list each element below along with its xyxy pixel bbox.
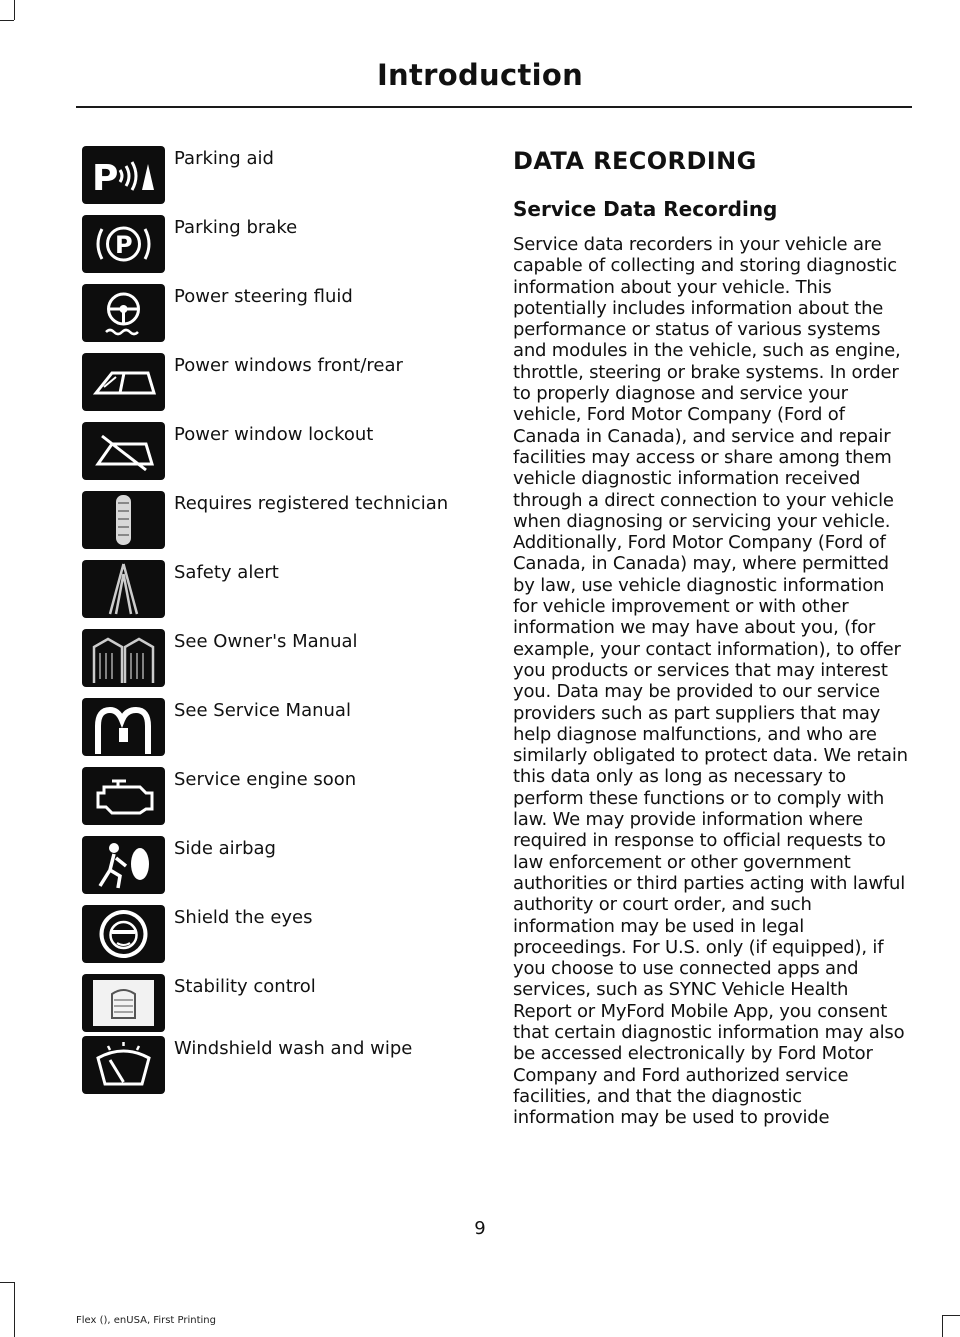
symbol-row: [82, 146, 472, 206]
subsection-heading: Service Data Recording: [513, 197, 778, 221]
symbol-label: Shield the eyes: [174, 907, 313, 928]
symbol-label: Side airbag: [174, 838, 276, 859]
symbol-label: See Service Manual: [174, 700, 351, 721]
symbol-row: [82, 698, 472, 758]
symbol-label: Power windows front/rear: [174, 355, 403, 376]
power-windows-icon: [82, 353, 165, 411]
power-window-lockout-icon: [82, 422, 165, 480]
svg-text:P: P: [92, 158, 119, 199]
page-number: 9: [474, 1218, 486, 1239]
body-paragraph: Service data recorders in your vehicle are capable of collecting and storing diagnostic information about your vehicle. This potentially includes information about the performance or status of various systems and modules in the vehicle, such as engine, throttle, steering or brake systems. In order to properly diagnose and service your vehicle, Ford Motor Company (Ford of Canada in Canada), and service and repair facilities may access or share among them vehicle diagnostic information received through a direct connection to your vehicle when diagnosing or servicing your vehicle. Additionally, Ford Motor Company (Ford of Canada, in Canada) may, where permitted by law, use vehicle diagnostic information for vehicle improvement or with other information we may have about you, (for example, your contact information), to offer you products or services that may interest you. Data may be provided to our service providers such as part suppliers that may help diagnose malfunctions, and who are similarly obligated to protect data. We retain this data only as long as necessary to perform these functions or to comply with law. We may provide information where required in response to official requests to law enforcement or other government authorities or third parties acting with lawful authority or court order, and such information may be used in legal proceedings. For U.S. only (if equipped), if you choose to use connected apps and services, such as SYNC Vehicle Health Report or MyFord Mobile App, you consent that certain diagnostic information may also be accessed electronically by Ford Motor Company and Ford authorized service facilities, and that the diagnostic information may be used to provide: [513, 234, 908, 1129]
symbol-label: Service engine soon: [174, 769, 357, 790]
symbol-row: [82, 629, 472, 689]
crop-mark: [0, 20, 14, 21]
section-heading: DATA RECORDING: [513, 147, 757, 175]
service-engine-icon: [82, 767, 165, 825]
symbol-label: Windshield wash and wipe: [174, 1038, 413, 1059]
crop-mark: [0, 1282, 14, 1283]
symbol-label: Safety alert: [174, 562, 279, 583]
page-title: Introduction: [376, 58, 584, 92]
symbol-row: [82, 284, 472, 344]
symbol-row: [82, 836, 472, 896]
symbol-row: [82, 974, 472, 1034]
stability-control-icon: [82, 974, 165, 1032]
svg-text:P: P: [115, 231, 133, 259]
symbol-label: Power window lockout: [174, 424, 374, 445]
crop-mark: [942, 1315, 943, 1337]
side-airbag-icon: [82, 836, 165, 894]
symbol-row: [82, 1036, 472, 1096]
symbol-label: Requires registered technician: [174, 493, 449, 514]
symbol-row: [82, 353, 472, 413]
parking-aid-icon: [82, 146, 165, 204]
shield-eyes-icon: [82, 905, 165, 963]
crop-mark: [14, 1282, 15, 1337]
parking-brake-icon: [82, 215, 165, 273]
symbol-label: Parking aid: [174, 148, 274, 169]
edition-footer: Flex (), enUSA, First Printing: [76, 1315, 216, 1326]
owners-manual-icon: [82, 629, 165, 687]
service-manual-icon: [82, 698, 165, 756]
data-recording-section: [513, 146, 909, 1128]
crop-mark: [14, 0, 15, 20]
power-steering-fluid-icon: [82, 284, 165, 342]
registered-technician-icon: [82, 491, 165, 549]
symbol-row: [82, 905, 472, 965]
symbol-label: Power steering fluid: [174, 286, 353, 307]
symbol-label: See Owner's Manual: [174, 631, 358, 652]
symbol-label: Stability control: [174, 976, 316, 997]
symbol-row: [82, 560, 472, 620]
windshield-wash-icon: [82, 1036, 165, 1094]
symbol-label: Parking brake: [174, 217, 298, 238]
symbol-row: [82, 422, 472, 482]
safety-alert-icon: [82, 560, 165, 618]
crop-mark: [943, 1315, 960, 1316]
symbol-row: [82, 215, 472, 275]
symbol-row: [82, 767, 472, 827]
header-divider: [76, 106, 912, 108]
symbol-row: [82, 491, 472, 551]
